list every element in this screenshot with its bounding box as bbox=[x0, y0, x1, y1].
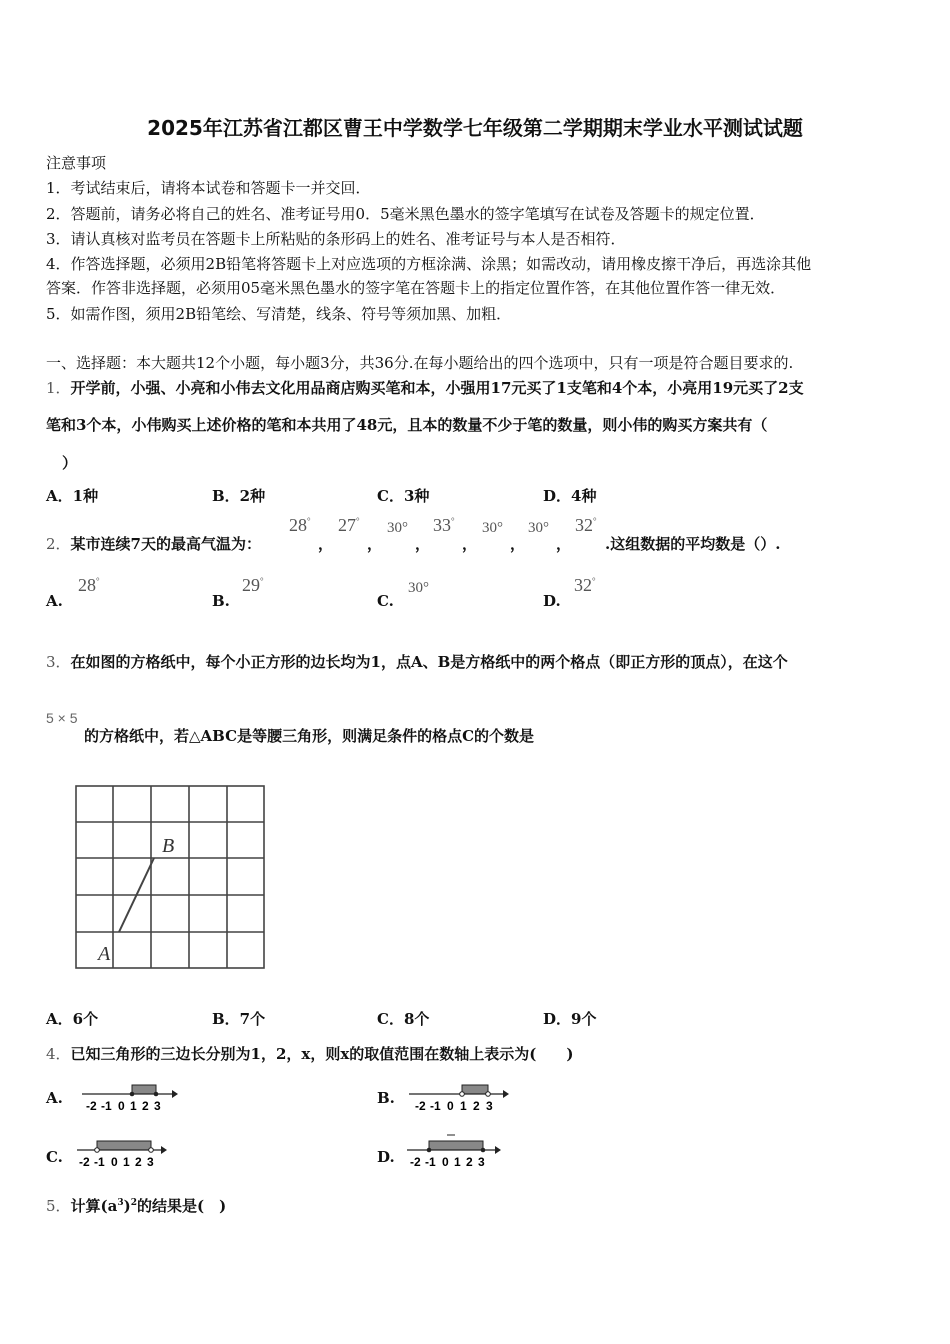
notice-item: 2．答题前，请务必将自己的姓名、准考证号用0．5毫米黑色墨水的签字笔填写在试卷及答题卡的规定位置． bbox=[46, 205, 765, 223]
arrow-icon bbox=[161, 1146, 167, 1154]
question-text: 计算$(a^3)^2$的结果是( ) bbox=[70, 1197, 227, 1215]
temp-value: 30° bbox=[528, 520, 549, 536]
arrow-icon bbox=[172, 1090, 178, 1098]
notice-item: 5．如需作图，须用2B铅笔绘、写清楚，线条、符号等须加黑、加粗． bbox=[46, 305, 512, 323]
option-b[interactable]: B．7个 bbox=[212, 1010, 266, 1028]
option-a[interactable]: A. bbox=[46, 592, 63, 610]
tick-label: 0 bbox=[447, 1099, 454, 1113]
question-number: 1． bbox=[46, 379, 71, 397]
endpoint bbox=[95, 1148, 100, 1153]
tick-label: -1 bbox=[94, 1155, 105, 1169]
tick-label: 2 bbox=[466, 1155, 473, 1169]
option-d[interactable]: D. bbox=[543, 592, 561, 610]
tick-label: 2 bbox=[135, 1155, 142, 1169]
question-text: .这组数据的平均数是（）. bbox=[605, 535, 781, 553]
option-c[interactable]: C．3种 bbox=[377, 487, 430, 505]
number-line-c bbox=[75, 1136, 175, 1172]
question-4 bbox=[46, 1043, 574, 1064]
section-heading: 一、选择题：本大题共12个小题，每小题3分，共36分.在每小题给出的四个选项中，只有一项是符合题目要求的. bbox=[46, 354, 794, 372]
number-line-a bbox=[80, 1080, 180, 1116]
temp-value: 27° bbox=[338, 515, 360, 535]
option-b-value: 29° bbox=[242, 575, 264, 595]
option-d[interactable]: D. bbox=[377, 1148, 395, 1166]
separator: ， bbox=[415, 535, 431, 553]
option-b[interactable]: B. bbox=[212, 592, 230, 610]
tick-label: 2 bbox=[473, 1099, 480, 1113]
tick-label: -1 bbox=[101, 1099, 112, 1113]
grid-figure bbox=[70, 780, 270, 975]
endpoint bbox=[460, 1092, 465, 1097]
tick-label: 0 bbox=[442, 1155, 449, 1169]
temp-value: 28° bbox=[289, 515, 311, 535]
endpoint bbox=[486, 1092, 491, 1097]
question-text: 已知三角形的三边长分别为1，2，x，则x的取值范围在数轴上表示为( ) bbox=[70, 1045, 574, 1063]
option-a[interactable]: A. bbox=[46, 1089, 63, 1107]
separator: ， bbox=[462, 535, 478, 553]
endpoint bbox=[154, 1092, 159, 1097]
notice-item: 1．考试结束后，请将本试卷和答题卡一并交回． bbox=[46, 179, 371, 197]
point-b-label: B bbox=[162, 835, 175, 857]
option-a-value: 28° bbox=[78, 575, 100, 595]
arrow-icon bbox=[495, 1146, 501, 1154]
question-number: 3． bbox=[46, 653, 71, 671]
notice-heading: 注意事项 bbox=[46, 154, 107, 172]
option-d[interactable]: D．9个 bbox=[543, 1010, 597, 1028]
question-number: 2．某市连续7天的最高气温为： bbox=[46, 535, 261, 553]
tick-label: 3 bbox=[486, 1099, 493, 1113]
tick-label: 0 bbox=[118, 1099, 125, 1113]
option-c[interactable]: C. bbox=[46, 1148, 63, 1166]
temp-value: 33° bbox=[433, 515, 455, 535]
tick-label: 0 bbox=[111, 1155, 118, 1169]
option-b[interactable]: B．2种 bbox=[212, 487, 266, 505]
endpoint bbox=[481, 1148, 486, 1153]
separator: ， bbox=[556, 535, 572, 553]
grid-size: 5 × 5 bbox=[46, 710, 78, 726]
question-number: 5． bbox=[46, 1197, 71, 1215]
question-text: 开学前，小强、小亮和小伟去文化用品商店购买笔和本，小强用17元买了1支笔和4个本，小亮用19元买了2支 bbox=[70, 379, 804, 397]
tick-label: 2 bbox=[142, 1099, 149, 1113]
separator: ， bbox=[510, 535, 526, 553]
tick-label: -1 bbox=[425, 1155, 436, 1169]
option-d-value: 32° bbox=[574, 575, 596, 595]
option-c[interactable]: C. bbox=[377, 592, 394, 610]
option-a[interactable]: A．1种 bbox=[46, 487, 99, 505]
temp-value: 30° bbox=[482, 520, 503, 536]
endpoint bbox=[149, 1148, 154, 1153]
question-text: 在如图的方格纸中，每个小正方形的边长均为1，点A、B是方格纸中的两个格点（即正方形的顶点），在这个 bbox=[70, 653, 788, 671]
tick-label: 1 bbox=[460, 1099, 467, 1113]
tick-label: -2 bbox=[415, 1099, 426, 1113]
question-text: 笔和3个本，小伟购买上述价格的笔和本共用了48元，且本的数量不少于笔的数量，则小伟的购买方案共有（ bbox=[46, 416, 768, 434]
tick-label: 1 bbox=[130, 1099, 137, 1113]
separator: ， bbox=[367, 535, 383, 553]
separator: ， bbox=[318, 535, 334, 553]
temp-value: 30° bbox=[387, 520, 408, 536]
page-title: 2025年江苏省江都区曹王中学数学七年级第二学期期末学业水平测试试题 bbox=[147, 116, 803, 140]
option-a[interactable]: A．6个 bbox=[46, 1010, 99, 1028]
option-c-value: 30° bbox=[408, 580, 429, 596]
endpoint bbox=[130, 1092, 135, 1097]
question-text: 的方格纸中，若△ABC是等腰三角形，则满足条件的格点C的个数是 bbox=[84, 727, 535, 745]
tick-label: -2 bbox=[86, 1099, 97, 1113]
shaded-range bbox=[462, 1085, 488, 1094]
grid-border bbox=[76, 786, 264, 968]
tick-label: -2 bbox=[410, 1155, 421, 1169]
notice-item: 4．作答选择题，必须用2B铅笔将答题卡上对应选项的方框涂满、涂黑；如需改动，请用橡皮擦干净后，再选涂其他 bbox=[46, 255, 812, 273]
shaded-range bbox=[132, 1085, 156, 1094]
notice-item: 答案．作答非选择题，必须用05毫米黑色墨水的签字笔在答题卡上的指定位置作答，在其他位置作答一律无效． bbox=[46, 279, 786, 297]
shaded-range bbox=[97, 1141, 151, 1150]
tick-label: 1 bbox=[454, 1155, 461, 1169]
point-a-label: A bbox=[98, 943, 111, 965]
option-c[interactable]: C．8个 bbox=[377, 1010, 430, 1028]
question-text: 某市连续7天的最高气温为： bbox=[70, 535, 261, 553]
number-line-b bbox=[407, 1080, 517, 1116]
option-d[interactable]: D．4种 bbox=[543, 487, 597, 505]
tick-label: 3 bbox=[154, 1099, 161, 1113]
tick-label: -1 bbox=[430, 1099, 441, 1113]
tick-label: 3 bbox=[147, 1155, 154, 1169]
tick-label: -2 bbox=[79, 1155, 90, 1169]
temp-value: 32° bbox=[575, 515, 597, 535]
question-3 bbox=[46, 651, 788, 672]
question-5 bbox=[46, 1195, 226, 1216]
tick-label: 1 bbox=[123, 1155, 130, 1169]
number-line-d bbox=[405, 1132, 510, 1172]
endpoint bbox=[427, 1148, 432, 1153]
notice-item: 3．请认真核对监考员在答题卡上所粘贴的条形码上的姓名、准考证号与本人是否相符． bbox=[46, 230, 626, 248]
shaded-range bbox=[429, 1141, 483, 1150]
option-b[interactable]: B. bbox=[377, 1089, 395, 1107]
question-1 bbox=[46, 377, 804, 398]
question-number: 4． bbox=[46, 1045, 71, 1063]
arrow-icon bbox=[503, 1090, 509, 1098]
question-text: ） bbox=[62, 454, 78, 472]
tick-label: 3 bbox=[478, 1155, 485, 1169]
